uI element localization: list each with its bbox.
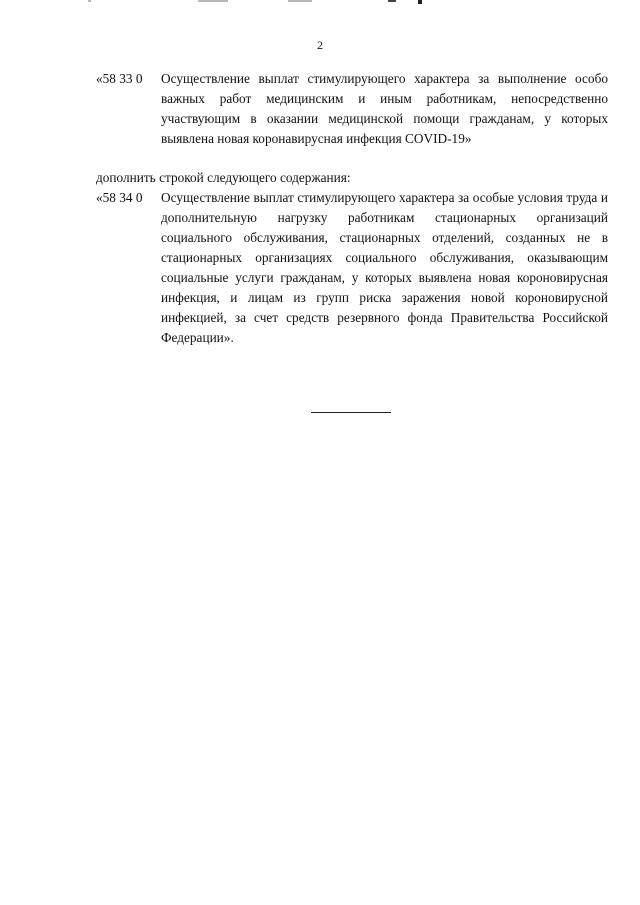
budget-code-entry [96, 188, 608, 348]
budget-code: «58 34 0 [96, 190, 143, 205]
page-number: 2 [317, 38, 323, 52]
budget-code-entry [96, 69, 608, 149]
budget-code-description: Осуществление выплат стимулирующего характера за особые условия труда и дополнительную нагрузку работникам стационарных организаций социального обслуживания, стационарных отделений, созданных не в стационарных организациях социального обслуживания, оказывающим социальные услуги гражданам, у которых выявлена новая короновирусная инфекция, и лицам из групп риска заражения новой короновирусной инфекцией, за счет средств резервного фонда Правительства Российской Федерации». [161, 190, 608, 345]
budget-code: «58 33 0 [96, 71, 143, 86]
scan-artifact-top [88, 0, 608, 4]
budget-code-description: Осуществление выплат стимулирующего характера за выполнение особо важных работ медицинским и иным работникам, непосредственно участвующим в оказании медицинской помощи гражданам, у которых выявлена новая коронавирусная инфекция COVID-19» [161, 71, 608, 146]
end-of-document-rule [311, 412, 391, 413]
connector-text: дополнить строкой следующего содержания: [96, 170, 351, 185]
